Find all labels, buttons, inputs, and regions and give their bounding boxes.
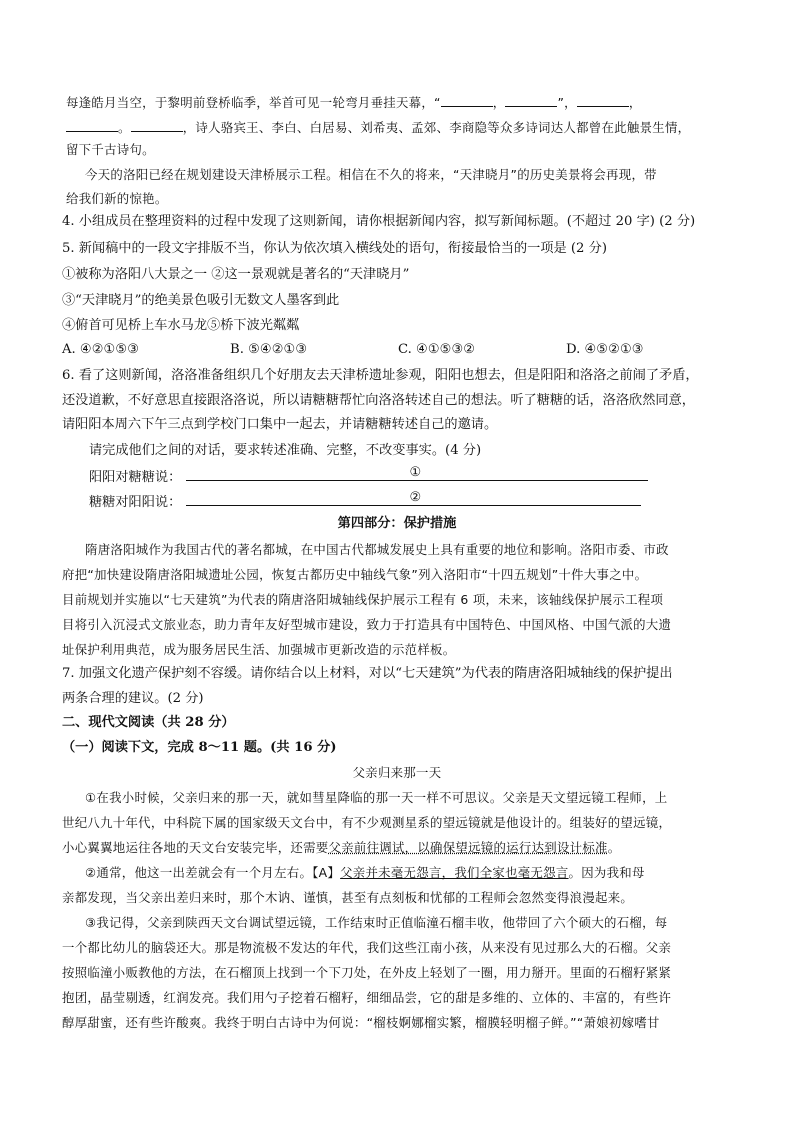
news-line-4: 今天的洛阳已经在规划建设天津桥展示工程。相信在不久的将来，“天津晓月”的历史美景将会再现，带	[85, 167, 657, 182]
part-4-para-line-4: 目将引入沉浸式文旅业态，助力青年友好型城市建设，致力于打造具有中国特色、中国风格、中国气派的大遗	[62, 617, 672, 632]
essay-line-5: 亲都发现，当父亲出差归来时，那个木讷、谨慎，甚至有点刻板和忧郁的工程师会忽然变得浪漫起来。	[62, 890, 634, 905]
option-b[interactable]: B. ⑤④②①③	[230, 342, 308, 357]
question-7-line-1: 7. 加强文化遗产保护刻不容缓。请你结合以上材料，对以“七天建筑”为代表的隋唐洛阳城轴线的保护提出	[62, 666, 673, 681]
news-line-2: 。 ，诗人骆宾王、李白、白居易、刘希夷、孟郊、李商隐等众多诗词达人都曾在此触景生情，	[66, 117, 690, 137]
question-6-line-4: 请完成他们之间的对话，要求转述准确、完整，不改变事实。(4 分)	[89, 443, 482, 458]
question-7-line-2: 两条合理的建议。(2 分)	[62, 691, 204, 706]
news-line-1: 每逢皓月当空，于黎明前登桥临季，举首可见一轮弯月垂挂天幕，“ ， ”， ，	[66, 92, 642, 112]
part-4-title: 第四部分：保护措施	[337, 516, 457, 531]
question-5-sentences-1: ①被称为洛阳八大景之一 ②这一景观就是著名的“天津晓月”	[62, 267, 410, 282]
essay-line-6: ③我记得，父亲到陕西天文台调试望远镜，工作结束时正值临潼石榴丰收，他带回了六个硕大的石榴，每	[85, 915, 668, 930]
section-2-title: 二、现代文阅读（共 28 分）	[62, 715, 235, 730]
section-2-subtitle: （一）阅读下文，完成 8～11 题。(共 16 分)	[62, 740, 337, 755]
question-5-stem: 5. 新闻稿中的一段文字排版不当，你认为依次填入横线处的语句，衔接最恰当的一项是 (2 分)	[62, 241, 607, 256]
essay-line-7: 一个都比幼儿的脑袋还大。那是物流极不发达的年代，我们这些江南小孩，从来没有见过那么大的石榴。父亲	[62, 940, 672, 955]
question-6-line-3: 请阳阳本周六下午三点到学校门口集中一起去，并请糖糖转述自己的邀请。	[62, 417, 498, 432]
answer-line-1[interactable]: ①	[186, 466, 648, 481]
dotted-sentence: 父亲前往调试，以确保望远镜的运行达到设计标准	[328, 840, 608, 855]
essay-line-10: 醇厚甜蜜，还有些许酸爽。我终于明白古诗中为何说：“榴枝婀娜榴实繁，榴膜轻明榴子鲜。”“萧娘初嫁嗜甘	[62, 1015, 660, 1030]
option-c[interactable]: C. ④①⑤③②	[398, 342, 476, 357]
question-5-sentences-2: ③“天津晓月”的绝美景色吸引无数文人墨客到此	[62, 293, 340, 308]
option-d[interactable]: D. ④⑤②①③	[566, 342, 644, 357]
blank-3[interactable]	[577, 92, 629, 107]
essay-line-9: 抱团，晶莹剔透，红润发亮。我们用勺子挖着石榴籽，细细品尝，它的甜是多维的、立体的、丰富的，有些许	[62, 990, 672, 1005]
underlined-sentence-a: 父亲并未毫无怨言，我们全家也毫无怨言	[340, 865, 569, 880]
blank-2[interactable]	[505, 92, 557, 107]
part-4-para-line-5: 址保护利用典范，成为服务居民生活、加强城市更新改造的示范样板。	[62, 642, 456, 657]
part-4-para-line-1: 隋唐洛阳城作为我国古代的著名都城，在中国古代都城发展史上具有重要的地位和影响。洛阳市委、市政	[85, 542, 669, 557]
dialogue-1: 阳阳对糖糖说： ①	[89, 466, 648, 487]
option-a[interactable]: A. ④②①⑤③	[62, 342, 140, 357]
essay-title: 父亲归来那一天	[352, 765, 442, 780]
question-6-line-2: 还没道歉，不好意思直接跟洛洛说，所以请糖糖帮忙向洛洛转述自己的想法。听了糖糖的话，洛洛欣然同意，	[62, 393, 695, 408]
news-line-5: 给我们新的惊艳。	[66, 191, 168, 206]
dialogue-2: 糖糖对阳阳说： ②	[89, 491, 641, 512]
question-5-sentences-3: ④俯首可见桥上车水马龙⑤桥下波光粼粼	[62, 318, 300, 333]
answer-line-2[interactable]: ②	[186, 491, 641, 506]
part-4-para-line-3: 目前规划并实施以“七天建筑”为代表的隋唐洛阳城轴线保护展示工程有 6 项，未来，该轴线保护展示工程项	[62, 592, 664, 607]
question-6-line-1: 6. 看了这则新闻，洛洛准备组织几个好朋友去天津桥遗址参观，阳阳也想去，但是阳阳和洛洛之前闹了矛盾，	[62, 368, 699, 383]
essay-line-2: 世纪八九十年代，中科院下属的国家级天文台中，有不少观测星系的望远镜就是他设计的。组装好的望远镜，	[62, 815, 672, 830]
news-line-3: 留下千古诗句。	[66, 142, 155, 157]
blank-1[interactable]	[441, 92, 493, 107]
essay-line-4: ②通常，他这一出差就会有一个月左右。【A】父亲并未毫无怨言，我们全家也毫无怨言。因为我和母	[85, 865, 645, 880]
question-4: 4. 小组成员在整理资料的过程中发现了这则新闻，请你根据新闻内容，拟写新闻标题。(不超过 20 字) (2 分)	[62, 214, 696, 229]
blank-4[interactable]	[66, 117, 118, 132]
essay-line-3: 小心翼翼地运往各地的天文台安装完毕，还需要父亲前往调试，以确保望远镜的运行达到设计标准。	[62, 840, 621, 855]
part-4-para-line-2: 府把“加快建设隋唐洛阳城遗址公园，恢复古都历史中轴线气象”列入洛阳市“十四五规划”十件大事之中。	[62, 567, 648, 582]
blank-5[interactable]	[131, 117, 183, 132]
essay-line-8: 按照临潼小贩教他的方法，在石榴顶上找到一个下刀处，在外皮上轻划了一圈，用力掰开。里面的石榴籽紧紧	[62, 965, 672, 980]
essay-line-1: ①在我小时候，父亲归来的那一天，就如彗星降临的那一天一样不可思议。父亲是天文望远镜工程师，上	[85, 790, 668, 805]
